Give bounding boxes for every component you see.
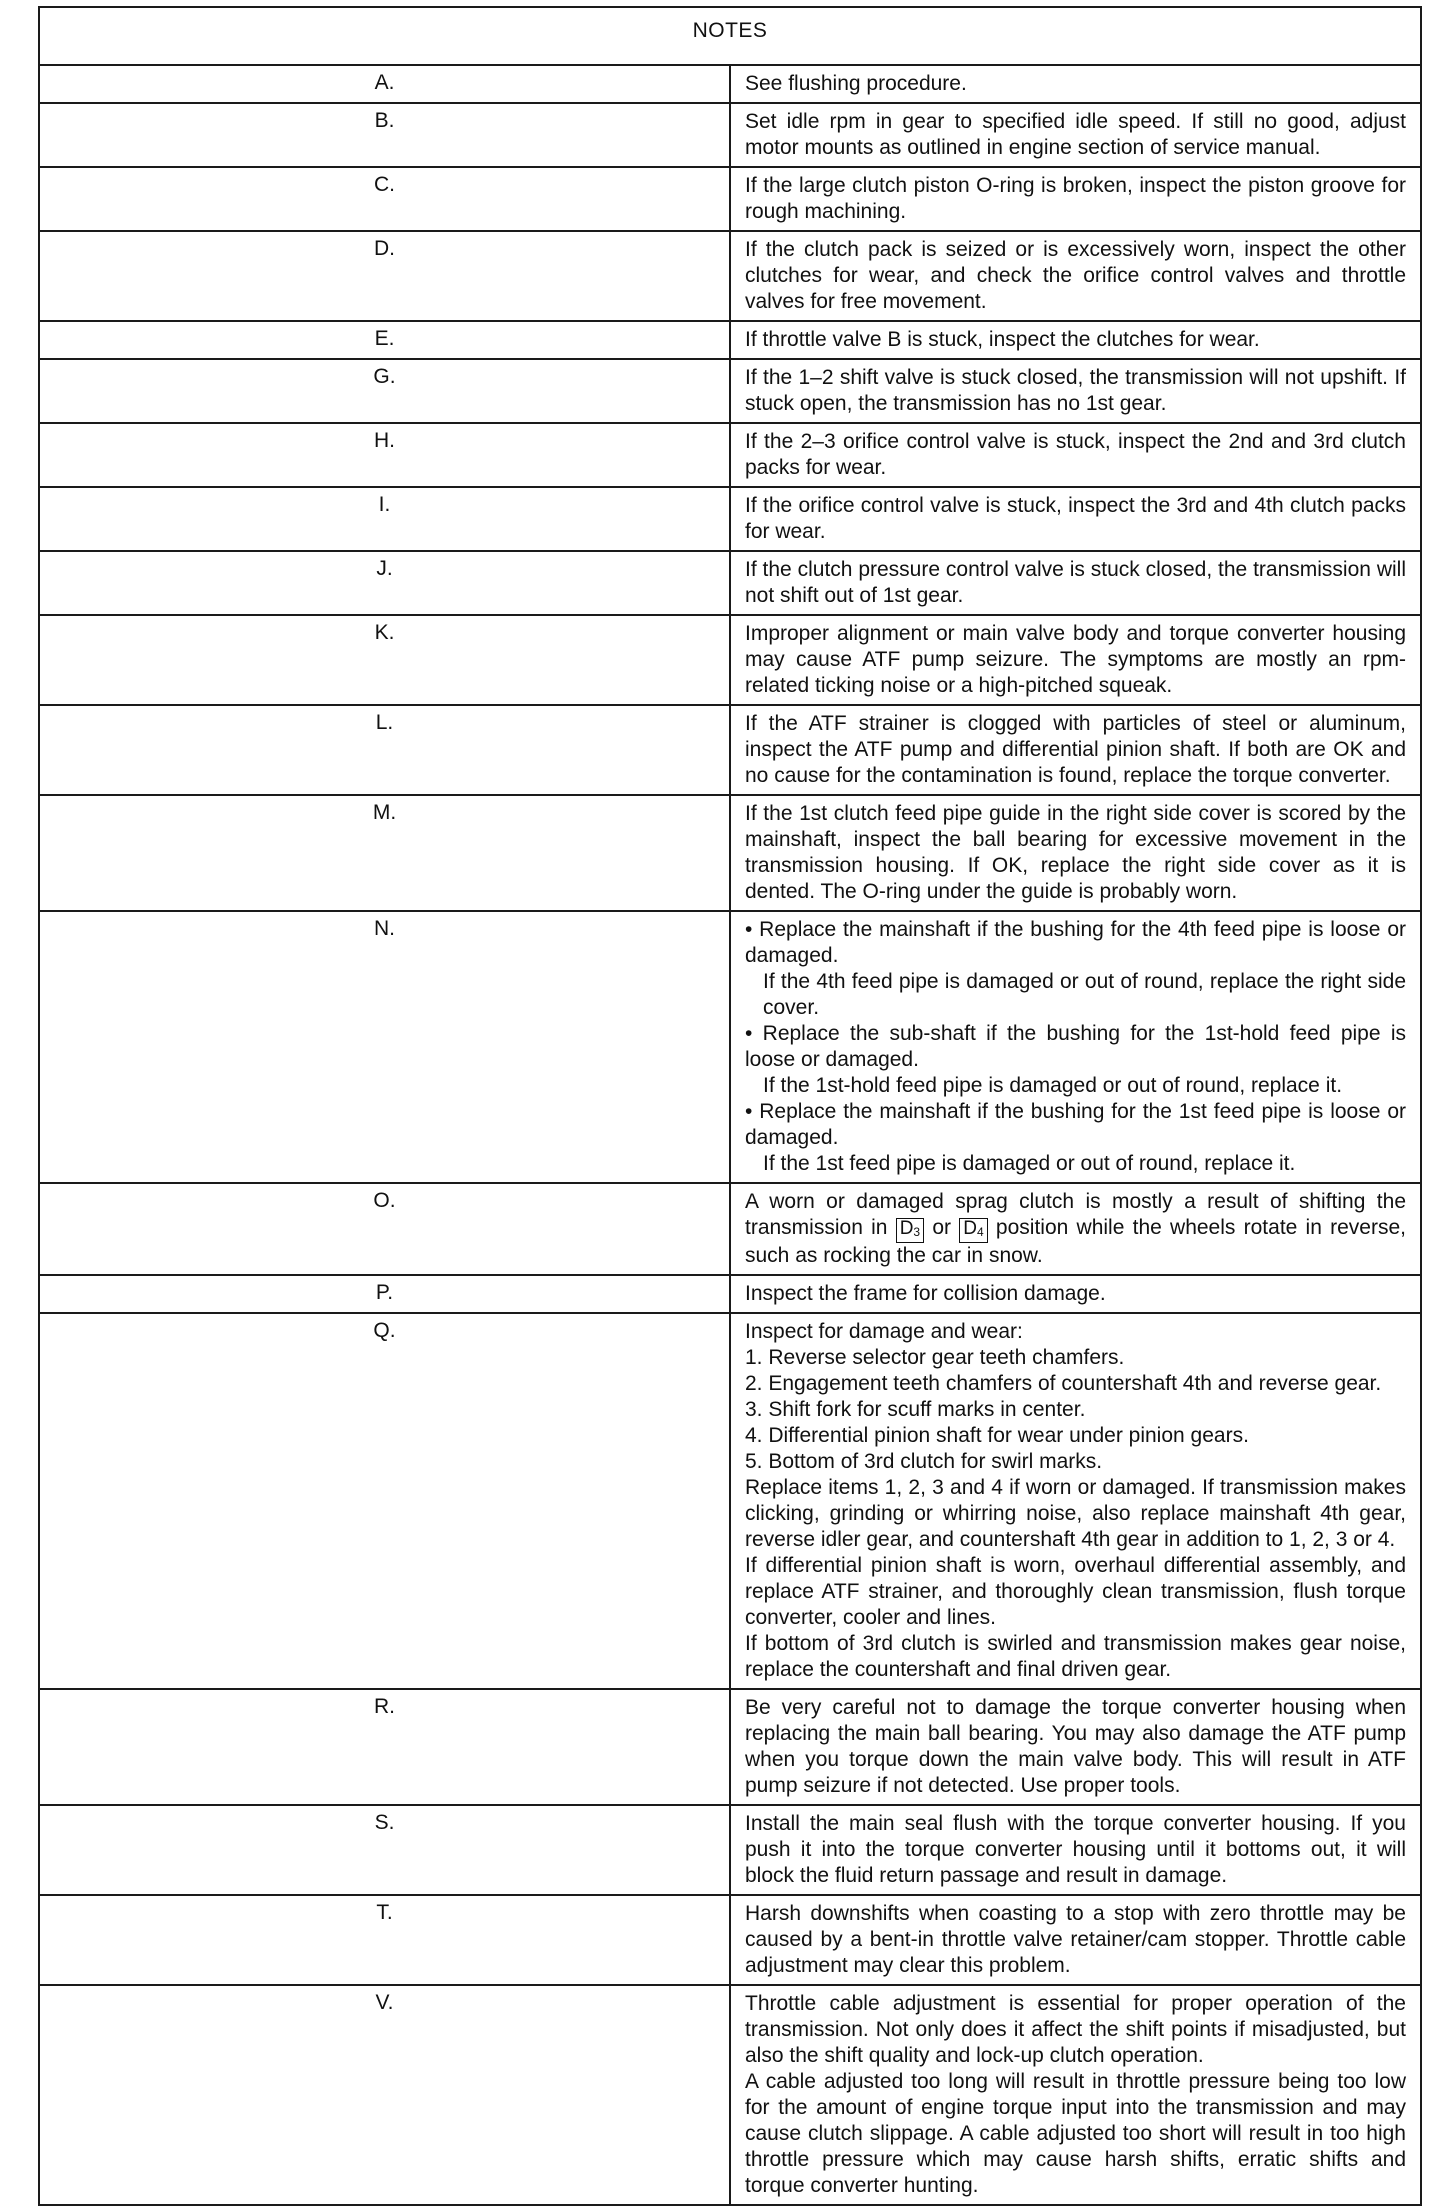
note-line: Harsh downshifts when coasting to a stop with zero throttle may be caused by a bent-in throttle valve retainer/cam stopper. Throttle cable adjustment may clear this problem. <box>745 1902 1406 1977</box>
note-line: If differential pinion shaft is worn, overhaul differential assembly, and replace ATF strainer, and thoroughly clean transmission, flush torque converter, cooler and lines. <box>745 1554 1406 1629</box>
bullet-continuation: If the 1st-hold feed pipe is damaged or out of round, replace it. <box>763 1074 1343 1097</box>
note-line: 5. Bottom of 3rd clutch for swirl marks. <box>745 1450 1103 1473</box>
note-text <box>730 359 1421 423</box>
note-label: J. <box>39 551 730 615</box>
note-text <box>730 103 1421 167</box>
note-row <box>39 1805 1421 1895</box>
note-line: If the large clutch piston O-ring is broken, inspect the piston groove for rough machining. <box>745 174 1406 223</box>
note-line: If bottom of 3rd clutch is swirled and transmission makes gear noise, replace the countershaft and final driven gear. <box>745 1632 1406 1681</box>
note-label: H. <box>39 423 730 487</box>
note-label: L. <box>39 705 730 795</box>
bullet-item: • Replace the mainshaft if the bushing for the 4th feed pipe is loose or damaged. <box>745 918 1406 967</box>
note-label: V. <box>39 1985 730 2205</box>
note-text <box>730 911 1421 1183</box>
note-row <box>39 423 1421 487</box>
note-text <box>730 551 1421 615</box>
note-label: R. <box>39 1689 730 1805</box>
note-row <box>39 231 1421 321</box>
note-label: I. <box>39 487 730 551</box>
note-text <box>730 1689 1421 1805</box>
note-text <box>730 1275 1421 1313</box>
note-text <box>730 1313 1421 1689</box>
note-label: E. <box>39 321 730 359</box>
note-row <box>39 167 1421 231</box>
note-text <box>730 615 1421 705</box>
box-subscript: 3 <box>913 1225 921 1239</box>
note-line: If the clutch pressure control valve is stuck closed, the transmission will not shift out of 1st gear. <box>745 558 1406 607</box>
note-line: If the clutch pack is seized or is excessively worn, inspect the other clutches for wear, and check the orifice control valves and throttle valves for free movement. <box>745 238 1406 313</box>
note-row <box>39 1275 1421 1313</box>
notes-title: NOTES <box>39 7 1421 65</box>
box-letter: D <box>963 1218 977 1239</box>
note-row <box>39 795 1421 911</box>
note-row <box>39 551 1421 615</box>
note-line: If the orifice control valve is stuck, inspect the 3rd and 4th clutch packs for wear. <box>745 494 1406 543</box>
note-row <box>39 615 1421 705</box>
note-row <box>39 1895 1421 1985</box>
note-label: B. <box>39 103 730 167</box>
note-label: O. <box>39 1183 730 1275</box>
note-line: 2. Engagement teeth chamfers of countershaft 4th and reverse gear. <box>745 1372 1382 1395</box>
note-line: If the 2–3 orifice control valve is stuck, inspect the 2nd and 3rd clutch packs for wear. <box>745 430 1406 479</box>
note-text <box>730 487 1421 551</box>
bullet-item: • Replace the sub-shaft if the bushing for the 1st-hold feed pipe is loose or damaged. <box>745 1022 1406 1071</box>
box-letter: D <box>899 1218 914 1239</box>
note-text <box>730 1183 1421 1275</box>
box-subscript: 4 <box>977 1225 984 1239</box>
note-text-before: A worn or damaged sprag clutch is mostly a result of shifting the transmission in <box>745 1190 1406 1239</box>
note-label: G. <box>39 359 730 423</box>
note-text <box>730 705 1421 795</box>
note-line: If the 1–2 shift valve is stuck closed, the transmission will not upshift. If stuck open, the transmission has no 1st gear. <box>745 366 1406 415</box>
note-line: Set idle rpm in gear to specified idle speed. If still no good, adjust motor mounts as outlined in engine section of service manual. <box>745 110 1406 159</box>
note-row <box>39 487 1421 551</box>
note-label: P. <box>39 1275 730 1313</box>
note-text <box>730 795 1421 911</box>
note-line: 1. Reverse selector gear teeth chamfers. <box>745 1346 1125 1369</box>
notes-body <box>39 65 1421 2205</box>
note-line: If the ATF strainer is clogged with particles of steel or aluminum, inspect the ATF pump and differential pinion shaft. If both are OK and no cause for the contamination is found, replace the torque converter. <box>745 712 1406 787</box>
note-text <box>730 1985 1421 2205</box>
note-row <box>39 911 1421 1183</box>
note-line: Replace items 1, 2, 3 and 4 if worn or damaged. If transmission makes clicking, grinding or whirring noise, also replace mainshaft 4th gear, reverse idler gear, and countershaft 4th gear in addition to 1, 2, 3 or 4. <box>745 1476 1406 1551</box>
note-row <box>39 359 1421 423</box>
note-label: S. <box>39 1805 730 1895</box>
d3-position-box <box>896 1218 924 1243</box>
notes-header-row <box>39 7 1421 65</box>
note-text <box>730 167 1421 231</box>
note-line: If throttle valve B is stuck, inspect the clutches for wear. <box>745 328 1260 351</box>
note-line: Inspect for damage and wear: <box>745 1320 1023 1343</box>
bullet-continuation: If the 4th feed pipe is damaged or out of round, replace the right side cover. <box>763 970 1406 1019</box>
note-label: A. <box>39 65 730 103</box>
note-label: C. <box>39 167 730 231</box>
note-text-middle: or <box>932 1216 952 1239</box>
note-text <box>730 423 1421 487</box>
note-line: 3. Shift fork for scuff marks in center. <box>745 1398 1086 1421</box>
note-text <box>730 1895 1421 1985</box>
note-line: Inspect the frame for collision damage. <box>745 1282 1106 1305</box>
note-text <box>730 1805 1421 1895</box>
note-line: 4. Differential pinion shaft for wear under pinion gears. <box>745 1424 1249 1447</box>
note-label: M. <box>39 795 730 911</box>
note-line: See flushing procedure. <box>745 72 967 95</box>
note-label: D. <box>39 231 730 321</box>
bullet-continuation: If the 1st feed pipe is damaged or out of round, replace it. <box>763 1152 1296 1175</box>
note-row <box>39 1313 1421 1689</box>
note-line: Install the main seal flush with the torque converter housing. If you push it into the torque converter housing until it bottoms out, it will block the fluid return passage and result in damage. <box>745 1812 1406 1887</box>
note-label: T. <box>39 1895 730 1985</box>
note-row <box>39 1689 1421 1805</box>
note-text <box>730 231 1421 321</box>
note-text <box>730 321 1421 359</box>
note-line: Improper alignment or main valve body and torque converter housing may cause ATF pump seizure. The symptoms are mostly an rpm-related ticking noise or a high-pitched squeak. <box>745 622 1406 697</box>
note-line: A cable adjusted too long will result in throttle pressure being too low for the amount of engine torque input into the transmission and may cause clutch slippage. A cable adjusted too short will result in too high throttle pressure which may cause harsh shifts, erratic shifts and torque converter hunting. <box>745 2070 1406 2197</box>
note-line: Throttle cable adjustment is essential for proper operation of the transmission. Not only does it affect the shift points if misadjusted, but also the shift quality and lock-up clutch operation. <box>745 1992 1406 2067</box>
note-row <box>39 321 1421 359</box>
note-text-after: position while the wheels rotate in reverse, such as rocking the car in snow. <box>745 1216 1406 1267</box>
note-row <box>39 103 1421 167</box>
note-row <box>39 1183 1421 1275</box>
notes-table <box>38 6 1422 2206</box>
bullet-item: • Replace the mainshaft if the bushing for the 1st feed pipe is loose or damaged. <box>745 1100 1406 1149</box>
note-label: K. <box>39 615 730 705</box>
note-row <box>39 705 1421 795</box>
note-label: N. <box>39 911 730 1183</box>
note-row <box>39 65 1421 103</box>
note-line: If the 1st clutch feed pipe guide in the right side cover is scored by the mainshaft, inspect the ball bearing for excessive movement in the transmission housing. If OK, replace the right side cover as it is dented. The O-ring under the guide is probably worn. <box>745 802 1406 903</box>
note-row <box>39 1985 1421 2205</box>
d4-position-box <box>959 1218 987 1243</box>
note-line: Be very careful not to damage the torque converter housing when replacing the main ball bearing. You may also damage the ATF pump when you torque down the main valve body. This will result in ATF pump seizure if not detected. Use proper tools. <box>745 1696 1406 1797</box>
note-text <box>730 65 1421 103</box>
note-label: Q. <box>39 1313 730 1689</box>
